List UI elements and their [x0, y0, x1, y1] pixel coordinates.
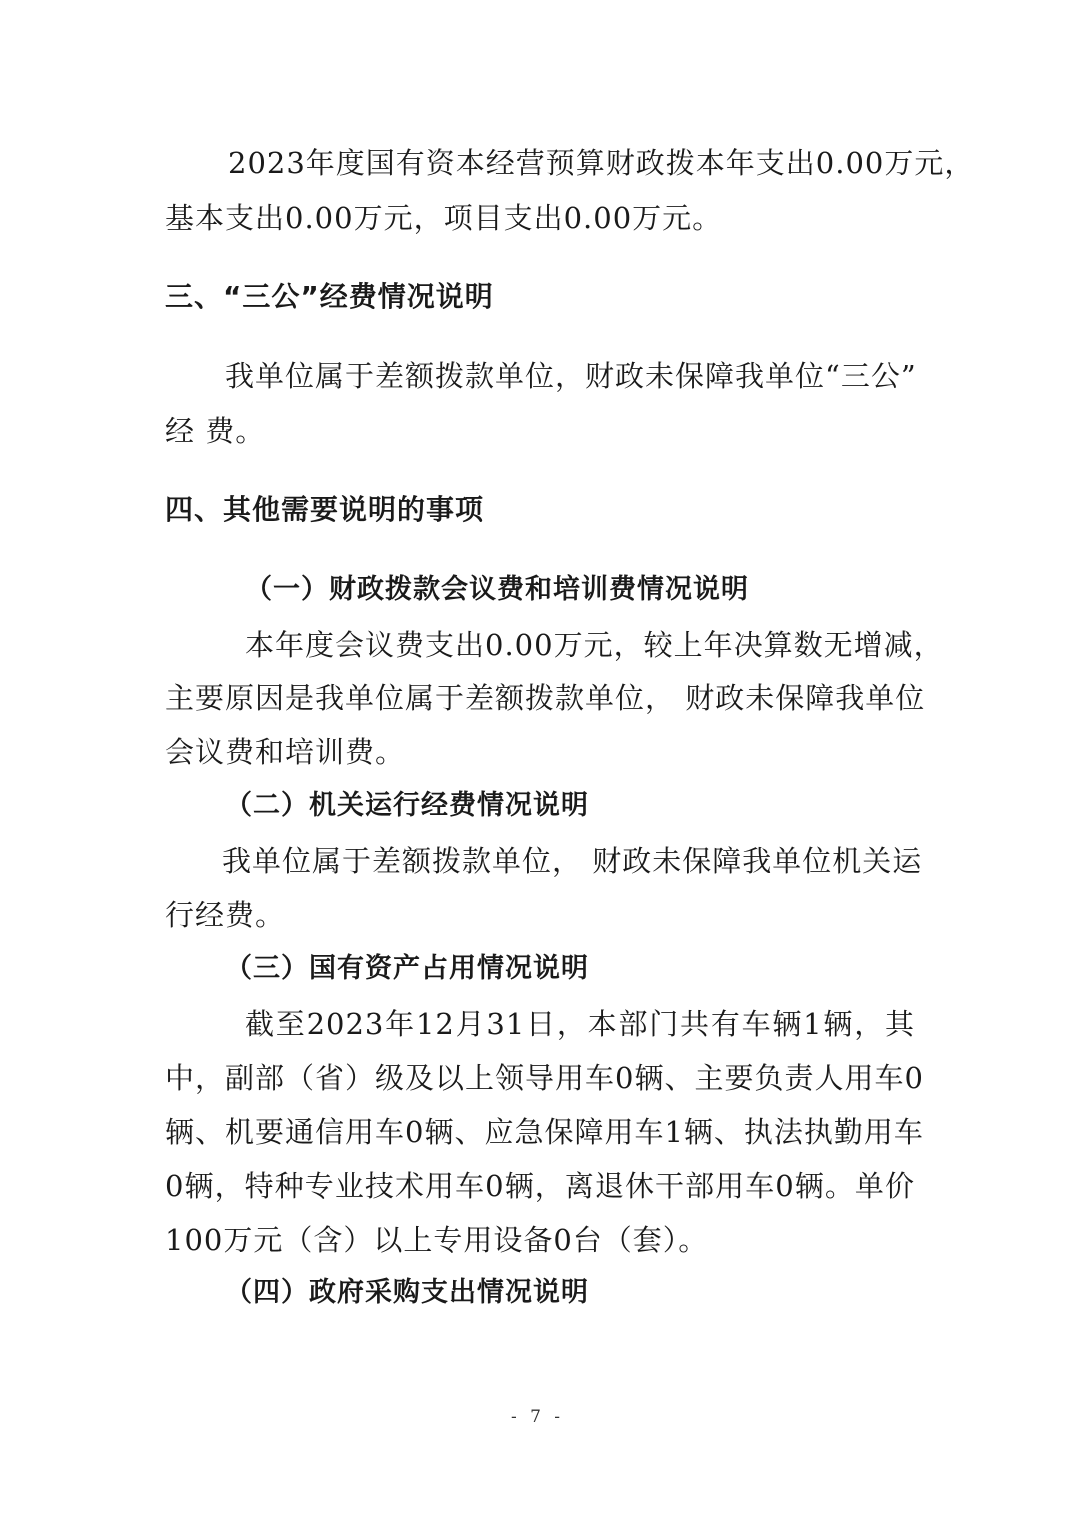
- paragraph-line: 我单位属于差额拨款单位，财政未保障我单位“三公”: [225, 359, 917, 393]
- paragraph-line: 截至2023年12月31日，本部门共有车辆1辆，其: [245, 1007, 915, 1041]
- paragraph-line: 0辆，特种专业技术用车0辆，离退休干部用车0辆。单价: [165, 1169, 915, 1203]
- paragraph-line: 主要原因是我单位属于差额拨款单位， 财政未保障我单位: [165, 681, 926, 715]
- paragraph-line: 经 费。: [165, 414, 266, 448]
- paragraph-line: 中，副部（省）级及以上领导用车0辆、主要负责人用车0: [165, 1061, 924, 1095]
- paragraph-line: 本年度会议费支出0.00万元，较上年决算数无增减，: [245, 628, 944, 662]
- paragraph-line: 我单位属于差额拨款单位， 财政未保障我单位机关运: [222, 844, 923, 878]
- paragraph-line: 100万元（含）以上专用设备0台（套）。: [165, 1223, 709, 1257]
- subsection-heading: （三）国有资产占用情况说明: [225, 953, 589, 984]
- section-heading: 四、其他需要说明的事项: [165, 493, 485, 526]
- subsection-heading: （二）机关运行经费情况说明: [225, 790, 589, 821]
- paragraph-line: 2023年度国有资本经营预算财政拨本年支出0.00万元，: [228, 146, 975, 180]
- page-number: - 7 -: [510, 1407, 565, 1427]
- paragraph-line: 会议费和培训费。: [165, 735, 406, 769]
- subsection-heading: （四）政府采购支出情况说明: [225, 1277, 589, 1308]
- section-heading: 三、“三公”经费情况说明: [165, 280, 494, 313]
- paragraph-line: 行经费。: [165, 898, 286, 932]
- subsection-heading: （一）财政拨款会议费和培训费情况说明: [245, 574, 749, 605]
- paragraph-line: 基本支出0.00万元，项目支出0.00万元。: [165, 201, 723, 235]
- paragraph-line: 辆、机要通信用车0辆、应急保障用车1辆、执法执勤用车: [165, 1115, 924, 1149]
